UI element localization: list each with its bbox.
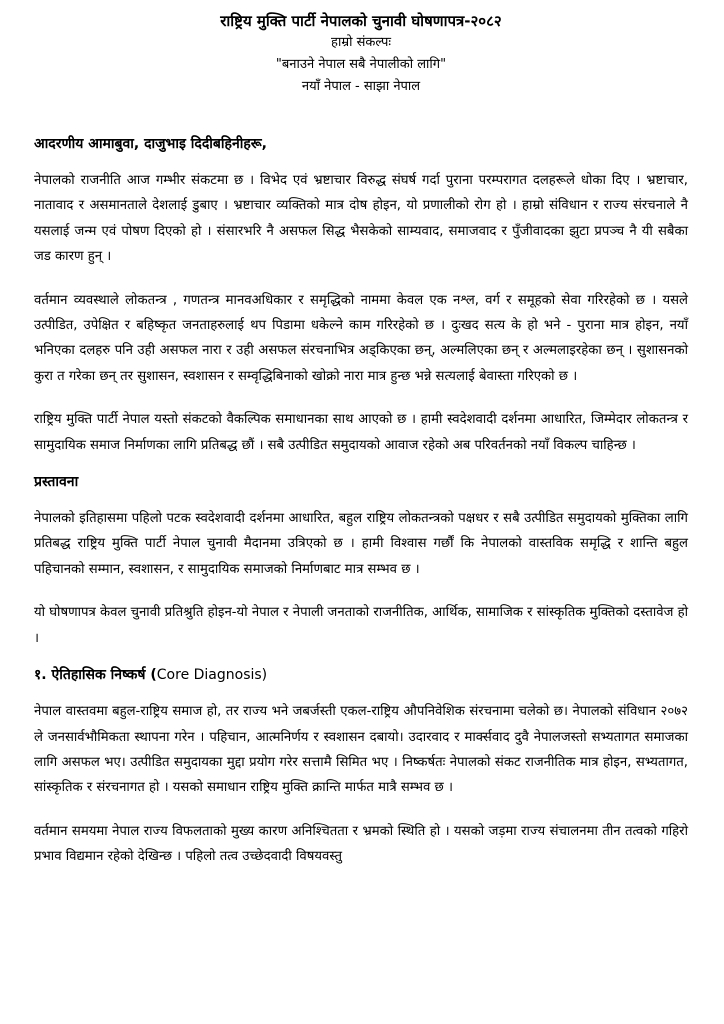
preamble-paragraph: यो घोषणापत्र केवल चुनावी प्रतिश्रुति होइन-यो नेपाल र नेपाली जनताको राजनीतिक, आर्थिक, सामाजिक र सांस्कृतिक मुक्तिको दस्तावेज हो । <box>34 605 688 646</box>
intro-paragraph: नेपालको राजनीति आज गम्भीर संकटमा छ । विभेद एवं भ्रष्टाचार विरुद्ध संघर्ष गर्दा पुराना परम्परागत दलहरूले धोका दिए । भ्रष्टाचार, नातावाद र असमानताले देशलाई डुबाए । भ्रष्टाचार व्यक्तिको मात्र दोष होइन, यो प्रणालीको रोग हो । हाम्रो संविधान र राज्य संरचनाले नै यसलाई जन्म एवं पोषण दिएको हो । संसारभरि नै असफल सिद्ध भैसकेको साम्यवाद, समाजवाद र पुँजीवादका झुटा प्रपञ्च नै यी सबैका जड कारण हुन् । <box>34 173 688 265</box>
preamble-heading: प्रस्तावना <box>34 474 79 491</box>
section-1-paragraph: वर्तमान समयमा नेपाल राज्य विफलताको मुख्य कारण अनिश्चितता र भ्रमको स्थिति हो । यसको जड़मा राज्य संचालनमा तीन तत्वको गहिरो प्रभाव विद्यमान रहेको देखिन्छ । पहिलो तत्व उच्छेदवादी विषयवस्तु <box>34 823 688 865</box>
document-header <box>34 10 688 98</box>
document-slogan: "बनाउने नेपाल सबै नेपालीको लागि" <box>275 57 447 72</box>
document-title: राष्ट्रिय मुक्ति पार्टी नेपालको चुनावी घोषणापत्र-२०८२ <box>220 12 502 30</box>
salutation: आदरणीय आमाबुवा, दाजुभाइ दिदीबहिनीहरू, <box>34 136 267 152</box>
section-1-paragraph: नेपाल वास्तवमा बहुल-राष्ट्रिय समाज हो, तर राज्य भने जबर्जस्ती एकल-राष्ट्रिय औपनिवेशिक संरचनामा चलेको छ। नेपालको संविधान २०७२ ले जनसार्वभौमिकता स्थापना गरेन । पहिचान, आत्मनिर्णय र स्वशासन दबायो। उदारवाद र मार्क्सवाद दुवै नेपालजस्तो सभ्यतागत समाजका लागि असफल भए। उत्पीडित समुदायका मुद्दा प्रयोग गरेर सत्तामै सिमित भए । निष्कर्षतः नेपालको संकट राजनीतिक मात्र होइन, सभ्यतागत, सांस्कृतिक र संरचनागत हो । यसको समाधान राष्ट्रिय मुक्ति क्रान्ति मार्फत मात्रै सम्भव छ । <box>34 704 688 796</box>
section-1-title-en: Core Diagnosis) <box>156 667 268 684</box>
intro-paragraph: वर्तमान व्यवस्थाले लोकतन्त्र , गणतन्त्र मानवअधिकार र समृद्धिको नाममा केवल एक नश्ल, वर्ग र समूहको सेवा गरिरहेको छ । यसले उत्पीडित, उपेक्षित र बहिष्कृत जनताहरुलाई थप पिडामा धकेल्ने काम गरिरहेको छ । दुःखद सत्य के हो भने - पुराना मात्र होइन, नयाँ भनिएका दलहरु पनि उही असफल नारा र उही असफल संरचनाभित्र अड्किएका छन्, अल्मलिएका छन् र अल्मलाइरहेका छन् । सुशासनको कुरा त गरेका छन् तर सुशासन, स्वशासन र सम्वृद्धिबिनाको खोक्रो नारा मात्र हुन्छ भन्ने सत्यलाई बेवास्ता गरिएको छ । <box>34 292 688 384</box>
section-1-title: १. ऐतिहासिक निष्कर्ष ( <box>34 667 157 684</box>
section-1-heading <box>34 665 688 685</box>
preamble-paragraph: नेपालको इतिहासमा पहिलो पटक स्वदेशवादी दर्शनमा आधारित, बहुल राष्ट्रिय लोकतन्त्रको पक्षधर र सबै उत्पीडित समुदायको मुक्तिका लागि प्रतिबद्ध राष्ट्रिय मुक्ति पार्टी नेपाल चुनावी मैदानमा उत्रिएको छ । हामी विश्वास गर्छौं कि नेपालको वास्तविक समृद्धि र शान्ति बहुल पहिचानको सम्मान, स्वशासन, र सामुदायिक समाजको निर्माणबाट मात्र सम्भव छ । <box>34 511 688 577</box>
document-tagline: नयाँ नेपाल - साझा नेपाल <box>301 79 421 94</box>
document-subtitle: हाम्रो संकल्पः <box>331 35 391 50</box>
intro-paragraph: राष्ट्रिय मुक्ति पार्टी नेपाल यस्तो संकटको वैकल्पिक समाधानका साथ आएको छ । हामी स्वदेशवादी दर्शनमा आधारित, जिम्मेदार लोकतन्त्र र सामुदायिक समाज निर्माणका लागि प्रतिबद्ध छौं । सबै उत्पीडित समुदायको आवाज रहेको अब परिवर्तनको नयाँ विकल्प चाहिन्छ । <box>34 412 688 453</box>
